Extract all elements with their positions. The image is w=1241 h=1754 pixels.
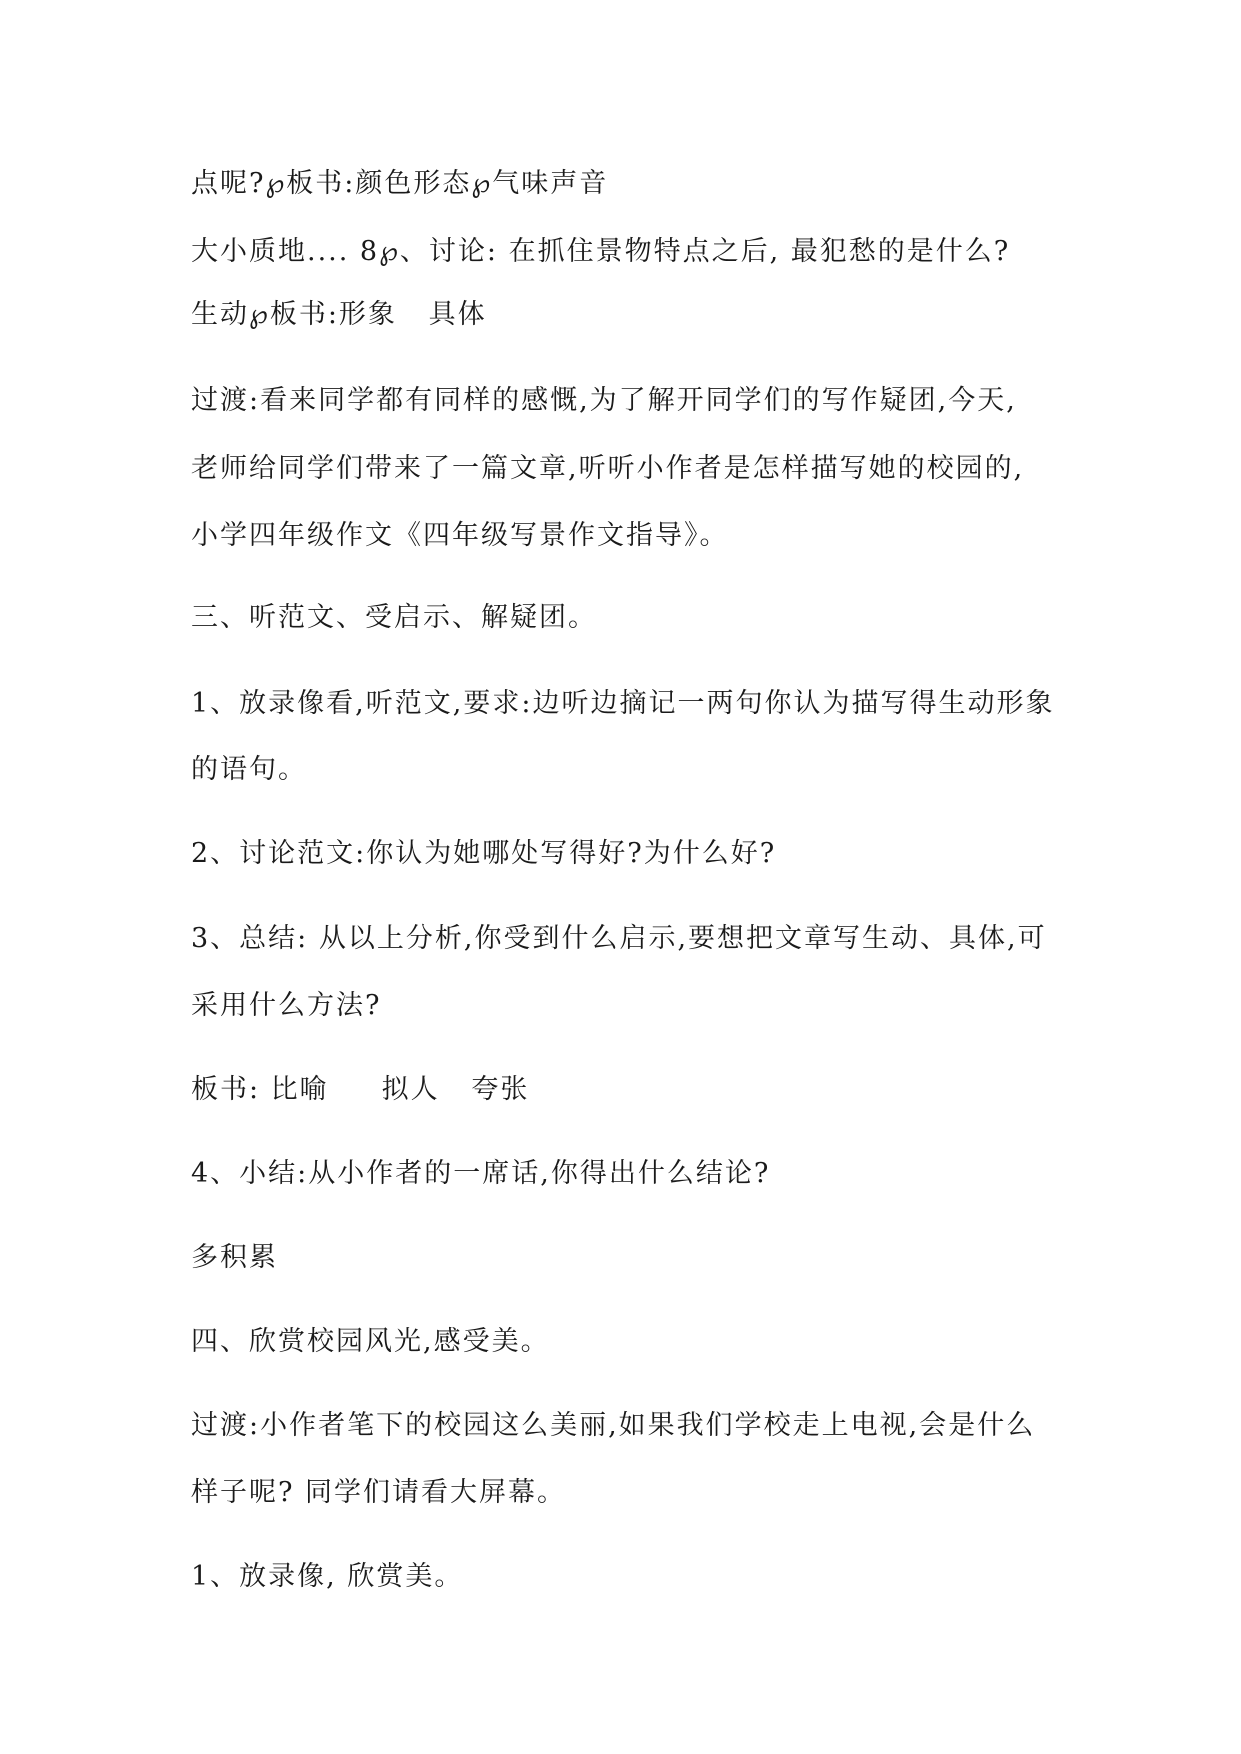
text-line-12: 采用什么方法? — [191, 990, 382, 1021]
text-line-18: 样子呢? 同学们请看大屏幕。 — [191, 1477, 567, 1508]
text-line-17: 过渡:小作者笔下的校园这么美丽,如果我们学校走上电视,会是什么 — [191, 1410, 1036, 1441]
text-line-13: 板书: 比喻 拟人 夸张 — [191, 1074, 530, 1105]
text-line-14: 4、小结:从小作者的一席话,你得出什么结论? — [191, 1158, 771, 1189]
text-line-16: 四、欣赏校园风光,感受美。 — [191, 1326, 550, 1357]
text-line-8: 1、放录像看,听范文,要求:边听边摘记一两句你认为描写得生动形象 — [191, 688, 1055, 719]
text-line-1: 点呢?℘板书:颜色形态℘气味声音 — [191, 168, 609, 199]
text-line-7: 三、听范文、受启示、解疑团。 — [191, 602, 597, 633]
text-line-6: 小学四年级作文《四年级写景作文指导》。 — [191, 520, 729, 551]
text-line-9: 的语句。 — [191, 754, 307, 785]
text-line-4: 过渡:看来同学都有同样的感慨,为了解开同学们的写作疑团,今天, — [191, 385, 1017, 416]
text-line-11: 3、总结: 从以上分析,你受到什么启示,要想把文章写生动、具体,可 — [191, 923, 1047, 954]
text-line-15: 多积累 — [191, 1242, 278, 1273]
text-line-3: 生动℘板书:形象 具体 — [191, 299, 487, 330]
text-line-5: 老师给同学们带来了一篇文章,听听小作者是怎样描写她的校园的, — [191, 453, 1025, 484]
text-line-10: 2、讨论范文:你认为她哪处写得好?为什么好? — [191, 838, 777, 869]
text-line-2: 大小质地.... 8℘、讨论: 在抓住景物特点之后, 最犯愁的是什么? — [191, 236, 1011, 267]
text-line-19: 1、放录像, 欣赏美。 — [191, 1561, 464, 1592]
